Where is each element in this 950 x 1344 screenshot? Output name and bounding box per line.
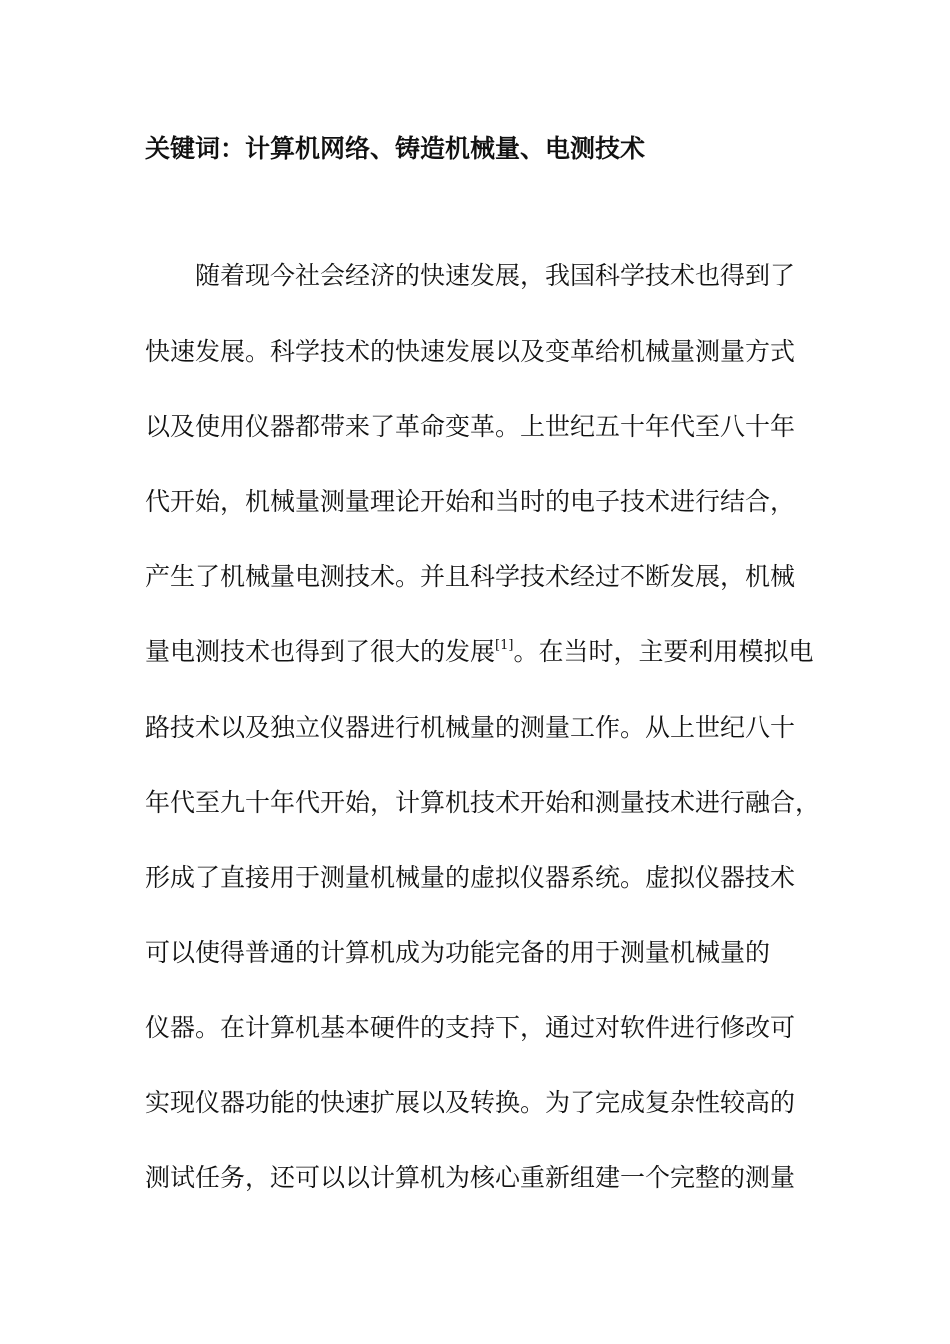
paragraph-line-11: 仪器。在计算机基本硬件的支持下，通过对软件进行修改可 [145,1013,796,1042]
paragraph-line-12: 实现仪器功能的快速扩展以及转换。为了完成复杂性较高的 [145,1088,796,1117]
paragraph-line-10: 可以使得普通的计算机成为功能完备的用于测量机械量的 [145,938,771,967]
paragraph-line-13: 测试任务，还可以以计算机为核心重新组建一个完整的测量 [145,1163,796,1192]
paragraph-line-6-text: 量电测技术也得到了很大的发展 [145,637,496,666]
paragraph-line-9: 形成了直接用于测量机械量的虚拟仪器系统。虚拟仪器技术 [145,863,796,892]
keywords-line: 关键词：计算机网络、铸造机械量、电测技术 [145,134,646,163]
paragraph-line-7: 路技术以及独立仪器进行机械量的测量工作。从上世纪八十 [145,713,796,742]
paragraph-line-3: 以及使用仪器都带来了革命变革。上世纪五十年代至八十年 [145,412,796,441]
paragraph-line-4: 代开始，机械量测量理论开始和当时的电子技术进行结合， [145,487,796,516]
paragraph-line-5: 产生了机械量电测技术。并且科学技术经过不断发展，机械 [145,562,796,591]
citation-marker: [1] [495,638,514,653]
paragraph-line-8: 年代至九十年代开始，计算机技术开始和测量技术进行融合， [145,788,821,817]
paragraph-line-1: 随着现今社会经济的快速发展，我国科学技术也得到了 [195,261,796,290]
paragraph-line-6 [145,634,813,670]
paragraph-line-6-tail: 。在当时，主要利用模拟电 [513,637,814,666]
paragraph-line-2: 快速发展。科学技术的快速发展以及变革给机械量测量方式 [145,337,796,366]
